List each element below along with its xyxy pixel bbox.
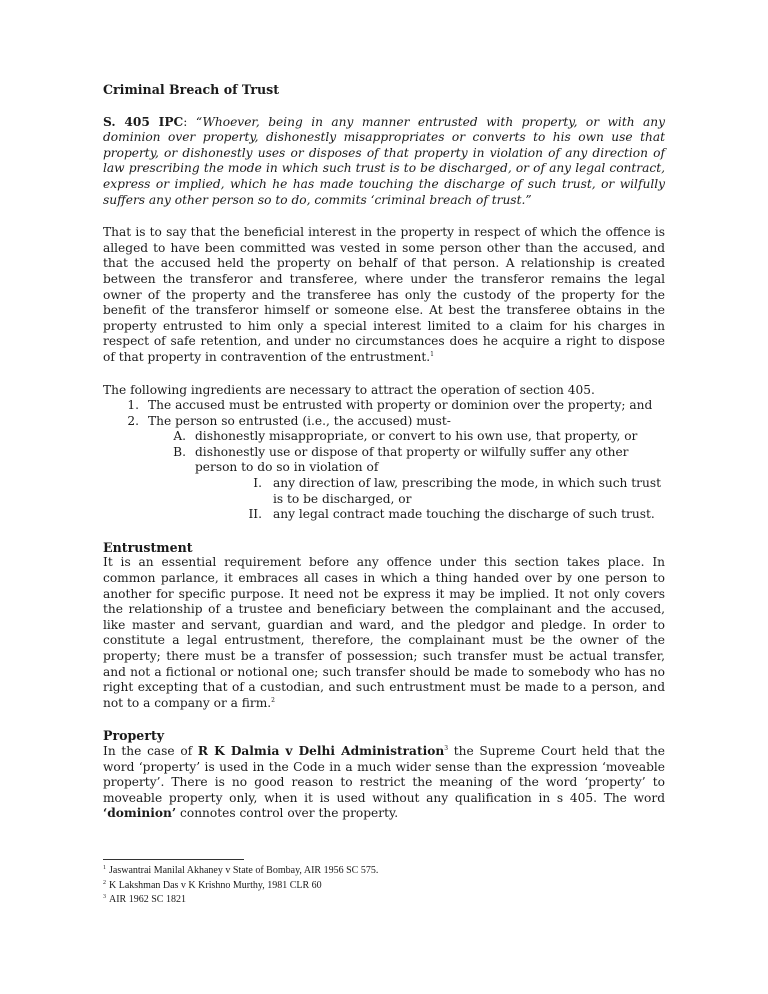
list-item-1 (103, 398, 665, 414)
list-item-I (103, 476, 665, 507)
heading-property: Property (103, 728, 165, 744)
footnote-text: K Lakshman Das v K Krishno Murthy, 1981 CLR 60 (109, 879, 322, 891)
footnote-ref-1: 1 (430, 350, 434, 358)
footnote-3 (103, 893, 603, 908)
case-name: R K Dalmia v Delhi Administration (197, 743, 445, 758)
list-item-2 (103, 414, 665, 430)
footnote-1 (103, 864, 603, 879)
list-text: dishonestly misappropriate, or convert to his own use, that property, or (195, 429, 638, 444)
section-405-definition (103, 115, 665, 209)
footnote-number: 1 (103, 865, 106, 871)
footnotes (103, 864, 603, 908)
paragraph-property (103, 744, 665, 822)
section-label: S. 405 IPC (103, 114, 184, 129)
list-item-II (103, 507, 665, 523)
list-number: I. (253, 476, 262, 491)
document-body (103, 82, 665, 822)
section-quote: “Whoever, being in any manner entrusted with property, or with any dominion over property, dishonestly misappropriates or converts to his own use that property, or dishonestly uses or disposes of that property in violation of any direction of law prescribing the mode in which such trust is to be discharged, or of any legal contract, express or implied, which he has made touching the discharge of such trust, or wilfully suffers any other person so to do, commits ‘criminal breach of trust.” (103, 114, 666, 207)
paragraph-text: the Supreme Court held that the word ‘property’ is used in the Code in a much wider sense than the expression ‘moveable property’. There is no good reason to restrict the meaning of the word ‘property’ to moveable property only, when it is used without any qualification in s 405. The word (103, 743, 665, 805)
footnote-text: AIR 1962 SC 1821 (109, 894, 186, 905)
footnote-ref-3: 3 (444, 744, 449, 752)
list-text: any legal contract made touching the discharge of such trust. (273, 507, 655, 522)
section-colon: : (183, 114, 196, 129)
list-text: The person so entrusted (i.e., the accused) must- (148, 413, 451, 428)
list-text: The accused must be entrusted with property or dominion over the property; and (148, 398, 653, 413)
footnote-ref-2: 2 (271, 696, 275, 704)
list-number: B. (173, 444, 186, 459)
paragraph-text-end: connotes control over the property. (176, 806, 399, 821)
list-item-B (103, 445, 665, 476)
list-item-A (103, 429, 665, 445)
heading-entrustment: Entrustment (103, 539, 193, 555)
paragraph-lead: In the case of (103, 743, 198, 758)
list-text: any direction of law, prescribing the mode, in which such trust is to be discharged, or (273, 476, 661, 506)
paragraph-text: That is to say that the beneficial interest in the property in respect of which the offence is alleged to have been committed was vested in some person other than the accused, and that the accused held the property on behalf of that person. A relationship is created between the transferor and transferee, where under the transferor remains the legal owner of the property and the transferee has only the custody of the property for the benefit of the transferor himself or someone else. At best the transferee obtains in the property entrusted to him only a special interest limited to a claim for his charges in respect of safe retention, and under no circumstances does he acquire a right to dispose of that property in contravention of the entrustment. (103, 225, 665, 364)
footnote-number: 2 (103, 879, 106, 886)
document-title: Criminal Breach of Trust (103, 82, 280, 97)
footnote-text: Jaswantrai Manilal Akhaney v State of Bombay, AIR 1956 SC 575. (109, 865, 379, 876)
term-dominion: ‘dominion’ (103, 806, 177, 821)
ingredients-intro: The following ingredients are necessary to attract the operation of section 405. (103, 382, 595, 397)
footnote-number: 3 (103, 894, 106, 900)
paragraph-text: It is an essential requirement before any offence under this section takes place. In common parlance, it embraces all cases in which a thing handed over by one person to another for specific purpose. It need not be express it may be implied. It not only covers the relationship of a trustee and beneficiary between the complainant and the accused, like master and servant, guardian and ward, and the pledgor and pledge. In order to constitute a legal entrustment, therefore, the complainant must be the owner of the property; there must be a transfer of possession; such transfer must be actual transfer, and not a fictional or notional one; such transfer should be made to somebody who has no right excepting that of a custodian, and such entrustment must be made to a person, and not to a company or a firm. (103, 555, 665, 710)
list-number: 2. (127, 413, 139, 428)
list-number: 1. (127, 398, 139, 413)
paragraph-entrustment (103, 555, 665, 711)
list-number: II. (248, 507, 262, 522)
paragraph-beneficial-interest (103, 225, 665, 365)
footnote-separator (103, 859, 244, 860)
list-text: dishonestly use or dispose of that property or wilfully suffer any other person to do so in violation of (195, 444, 629, 475)
footnote-2 (103, 879, 603, 894)
list-number: A. (173, 429, 186, 444)
